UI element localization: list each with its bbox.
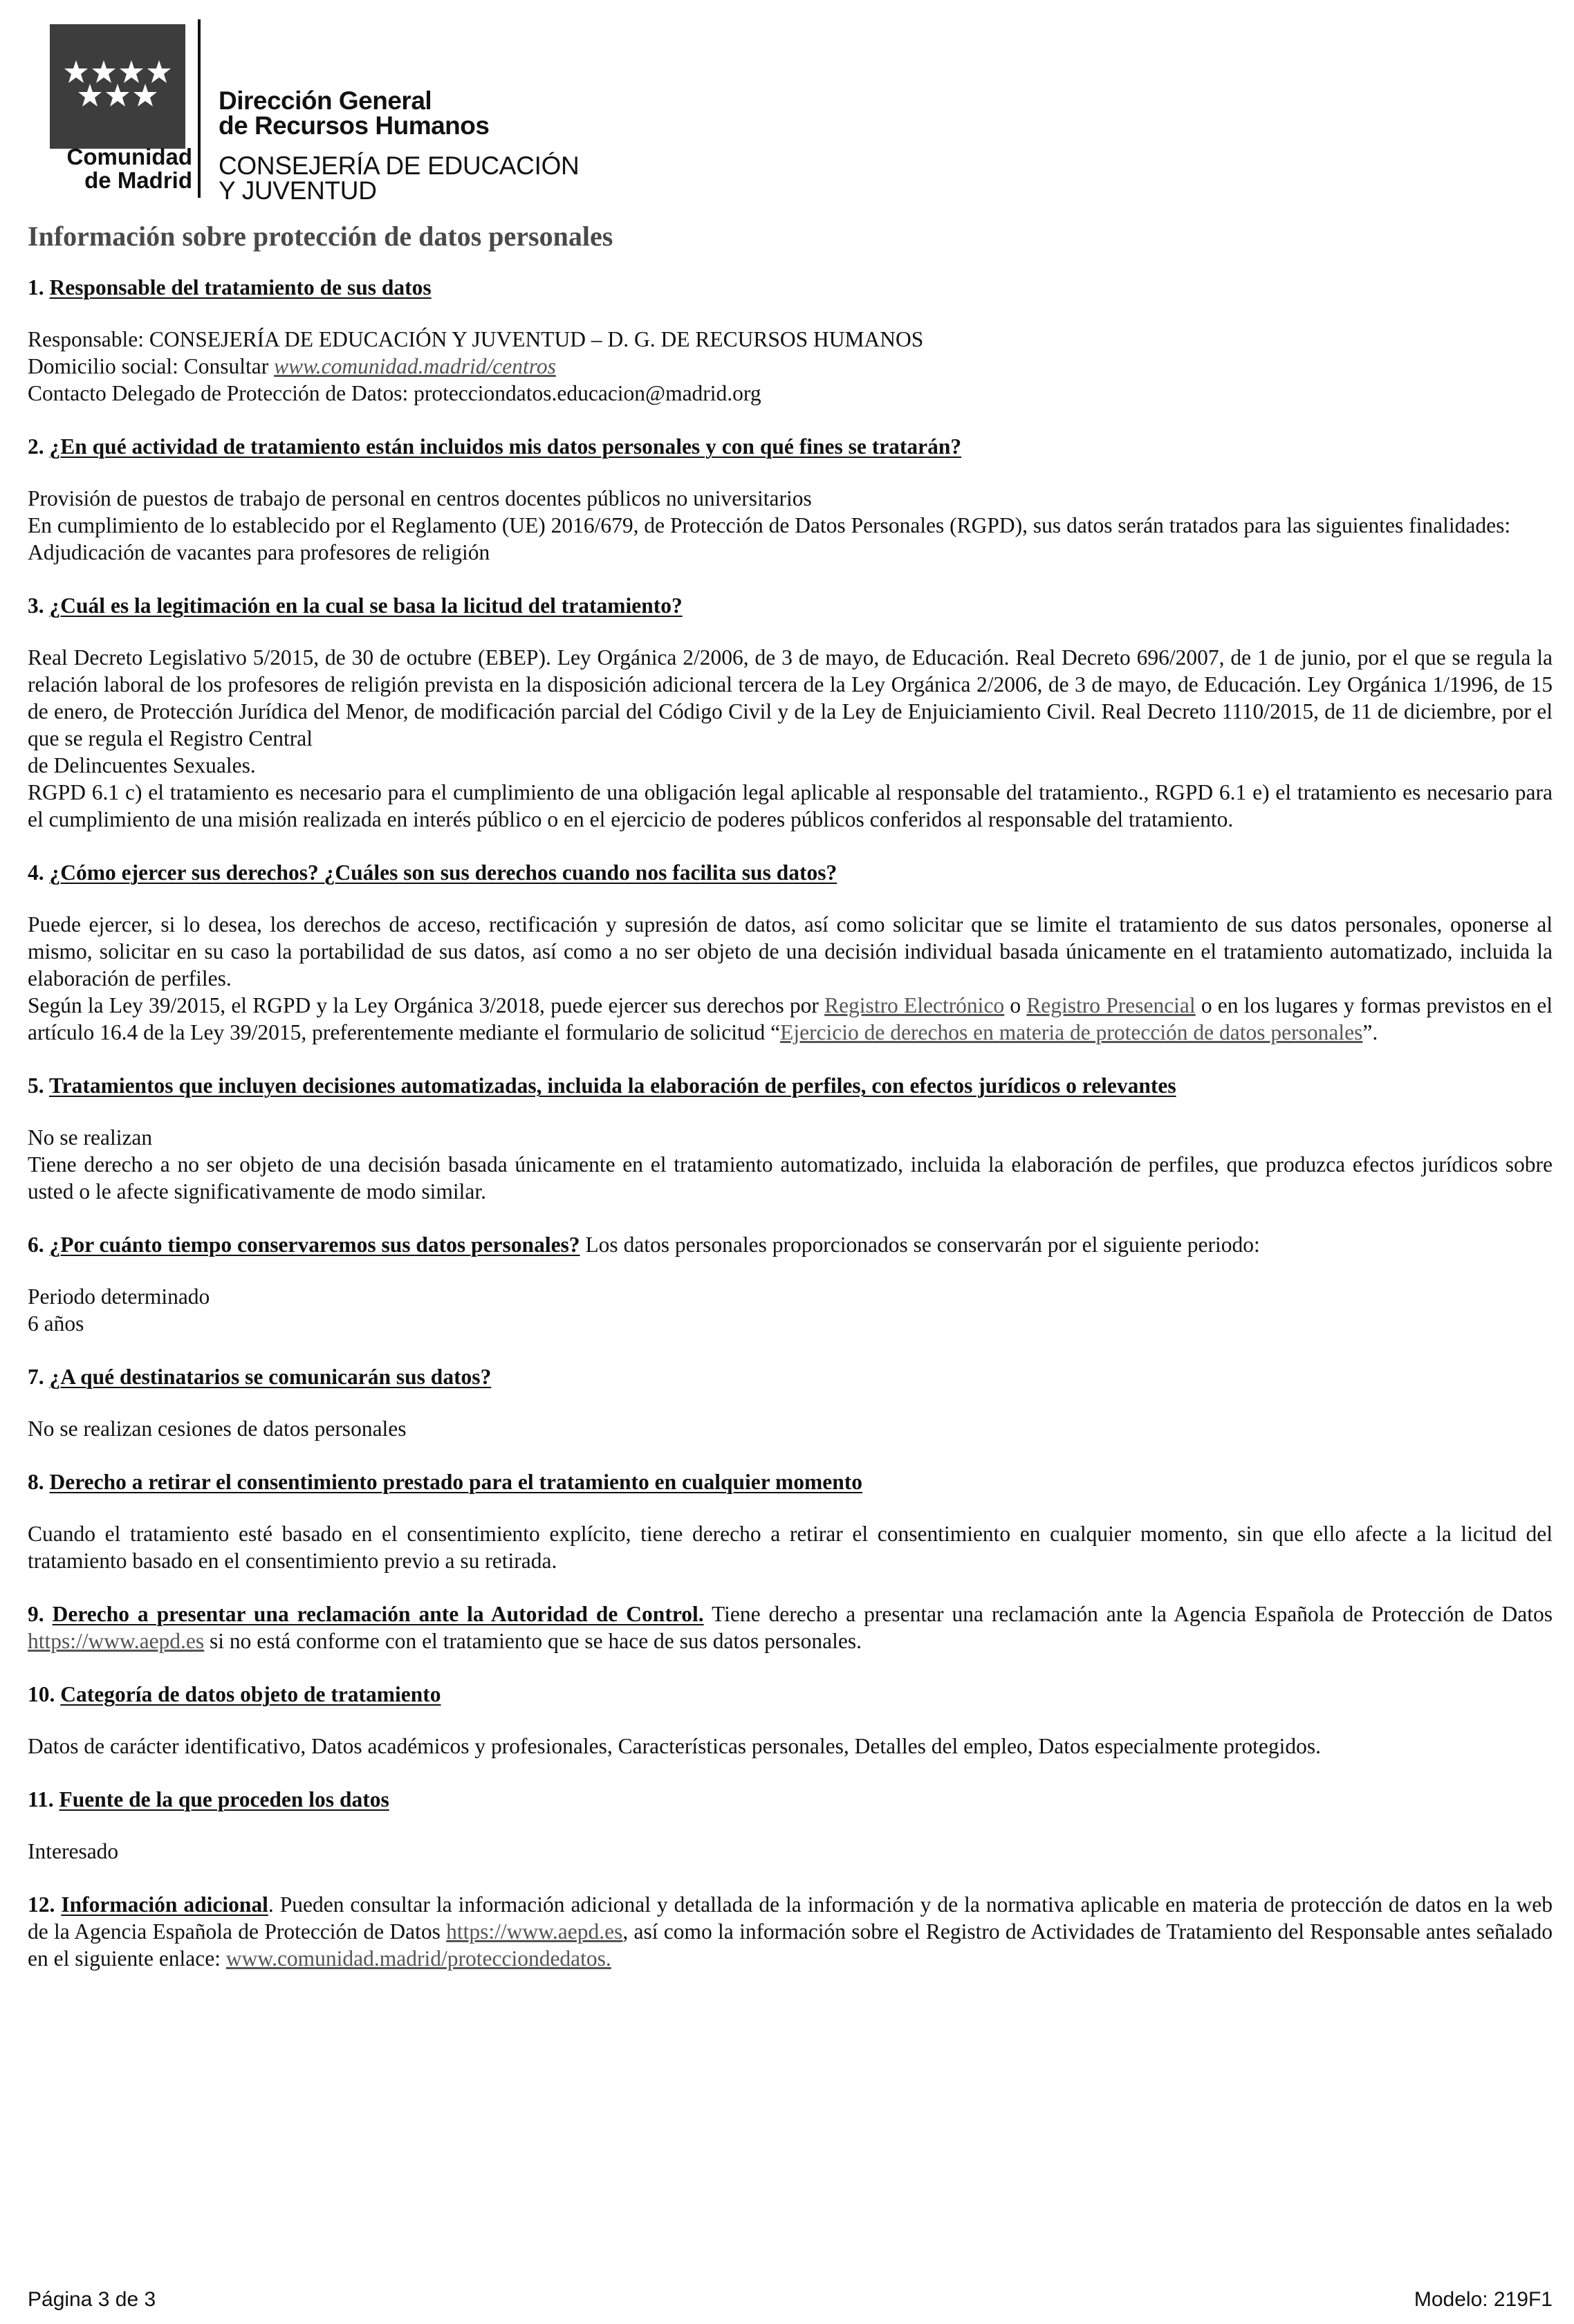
s11-line-1: Interesado (28, 1839, 119, 1863)
s4-text-b: o (1004, 993, 1027, 1017)
dept-line-1: Dirección General (219, 86, 432, 115)
section-title: ¿En qué actividad de tratamiento están incluidos mis datos personales y con qué fines se tratarán? (49, 434, 962, 459)
section-title: Fuente de la que proceden los datos (59, 1787, 389, 1811)
s7-line-1: No se realizan cesiones de datos personales (28, 1417, 407, 1441)
section-title: Derecho a presentar una reclamación ante la Autoridad de Control. (52, 1602, 704, 1626)
s2-line-2: En cumplimiento de lo establecido por el Reglamento (UE) 2016/679, de Protección de Datos Personales (RGPD), sus datos serán tratados para las siguientes finalidades: (28, 513, 1511, 537)
section-title: ¿Cuál es la legitimación en la cual se basa la licitud del tratamiento? (49, 593, 683, 618)
section-title: Derecho a retirar el consentimiento prestado para el tratamiento en cualquier momento (49, 1470, 862, 1494)
document-body (28, 220, 1553, 1972)
proteccion-datos-link[interactable]: www.comunidad.madrid/protecciondedatos. (225, 1946, 611, 1971)
section-3-heading (28, 592, 1553, 619)
section-number: 12. (28, 1892, 55, 1917)
page-header (0, 0, 1574, 208)
s4-text-d: ”. (1362, 1020, 1378, 1044)
header-divider (198, 19, 201, 198)
s6-line-2: 6 años (28, 1311, 84, 1336)
section-title: Tratamientos que incluyen decisiones automatizadas, incluida la elaboración de perfiles, con efectos jurídicos o relevantes (48, 1073, 1176, 1098)
section-title: Información adicional (61, 1892, 268, 1917)
section-number: 6. (28, 1233, 44, 1257)
section-8-heading (28, 1468, 1553, 1495)
section-number: 7. (28, 1365, 44, 1389)
logo-wordmark (40, 145, 192, 192)
section-4-heading (28, 859, 1553, 886)
section-10-heading (28, 1681, 1553, 1708)
department-block (219, 86, 580, 205)
section-number: 3. (28, 593, 44, 618)
section-2-heading (28, 433, 1553, 460)
dept-line-2: de Recursos Humanos (219, 111, 490, 140)
section-1-heading (28, 274, 1553, 301)
section-5-heading (28, 1072, 1553, 1099)
comunidad-madrid-logo (50, 24, 185, 149)
model-number: Modelo: 219F1 (1414, 2288, 1553, 2311)
s5-line-1: No se realizan (28, 1125, 153, 1150)
s4-text-c: o en los lugares y formas previstos en el artículo 16.4 de la Ley 39/2015, preferentemente mediante el formulario de solicitud “ (28, 993, 1553, 1044)
s3-para-1b: de Delincuentes Sexuales. (28, 753, 256, 777)
centros-link[interactable]: www.comunidad.madrid/centros (274, 354, 556, 378)
s3-para-2: RGPD 6.1 c) el tratamiento es necesario para el cumplimiento de una obligación legal aplicable al responsable del tratamiento., RGPD 6.1 e) el tratamiento es necesario para el cumplimiento de una misión realizada en interés público o en el ejercicio de poderes públicos conferidos al responsable del tratamiento. (28, 780, 1553, 831)
ejercicio-derechos-link[interactable]: Ejercicio de derechos en materia de protección de datos personales (780, 1020, 1363, 1044)
section-9 (28, 1601, 1553, 1654)
s9-text-b: si no está conforme con el tratamiento que se hace de sus datos personales. (204, 1629, 862, 1653)
section-title: ¿A qué destinatarios se comunicarán sus datos? (49, 1365, 492, 1389)
section-number: 4. (28, 860, 44, 885)
aepd-link[interactable]: https://www.aepd.es (28, 1629, 205, 1653)
page-number: Página 3 de 3 (28, 2288, 156, 2311)
s3-para-1: Real Decreto Legislativo 5/2015, de 30 de octubre (EBEP). Ley Orgánica 2/2006, de 3 de mayo, de Educación. Real Decreto 696/2007, de 1 de junio, por el que se regula la relación laboral de los profesores de religión prevista en la disposición adicional tercera de la Ley Orgánica 2/2006, de 3 de mayo, de Educación. Ley Orgánica 1/1996, de 15 de enero, de Protección Jurídica del Menor, de modificación parcial del Código Civil y de la Ley de Enjuiciamiento Civil. Real Decreto 1110/2015, de 11 de diciembre, por el que se regula el Registro Central (28, 645, 1553, 750)
s2-line-3: Adjudicación de vacantes para profesores de religión (28, 540, 490, 564)
s12-text-a: . Pueden consultar la información adicional y detallada de la información y de la normativa aplicable en materia de protección de datos en la web de la Agencia Española de Protección de Datos (28, 1892, 1553, 1944)
s8-para: Cuando el tratamiento esté basado en el consentimiento explícito, tiene derecho a retirar el consentimiento en cualquier momento, sin que ello afecte a la licitud del tratamiento basado en el consentimiento previo a su retirada. (28, 1522, 1553, 1573)
s1-domicilio (28, 353, 1553, 380)
s1-domicilio-label: Domicilio social: Consultar (28, 354, 275, 378)
registro-presencial-link[interactable]: Registro Presencial (1026, 993, 1196, 1017)
dept-line-3: CONSEJERÍA DE EDUCACIÓN (219, 151, 580, 180)
section-7-heading (28, 1363, 1553, 1390)
section-title: ¿Cómo ejercer sus derechos? ¿Cuáles son sus derechos cuando nos facilita sus datos? (49, 860, 837, 885)
s10-line-1: Datos de carácter identificativo, Datos académicos y profesionales, Características personales, Detalles del empleo, Datos especialmente protegidos. (28, 1734, 1322, 1758)
section-6-heading (28, 1231, 1553, 1258)
aepd-link-2[interactable]: https://www.aepd.es (446, 1919, 623, 1944)
section-title: Responsable del tratamiento de sus datos (49, 275, 432, 299)
logo-line-2: de Madrid (84, 167, 192, 193)
section-number: 11. (28, 1787, 54, 1811)
s1-responsable: Responsable: CONSEJERÍA DE EDUCACIÓN Y JUVENTUD – D. G. DE RECURSOS HUMANOS (28, 327, 924, 351)
s1-contacto: Contacto Delegado de Protección de Datos: protecciondatos.educacion@madrid.org (28, 381, 761, 405)
dept-line-4: Y JUVENTUD (219, 176, 377, 205)
section-number: 2. (28, 434, 44, 459)
section-number: 10. (28, 1682, 55, 1706)
section-title: ¿Por cuánto tiempo conservaremos sus datos personales? (49, 1233, 580, 1257)
s5-para: Tiene derecho a no ser objeto de una decisión basada únicamente en el tratamiento automatizado, incluida la elaboración de perfiles, que produzca efectos jurídicos sobre usted o le afecte significativamente de modo similar. (28, 1152, 1553, 1204)
s9-text-a: Tiene derecho a presentar una reclamación ante la Agencia Española de Protección de Datos (703, 1602, 1553, 1626)
registro-electronico-link[interactable]: Registro Electrónico (824, 993, 1005, 1017)
section-number: 5. (28, 1073, 44, 1098)
s6-line-1: Periodo determinado (28, 1284, 210, 1309)
section-number: 1. (28, 275, 44, 299)
s2-line-1: Provisión de puestos de trabajo de personal en centros docentes públicos no universitarios (28, 486, 812, 510)
section-11-heading (28, 1786, 1553, 1813)
s4-text-a: Según la Ley 39/2015, el RGPD y la Ley Orgánica 3/2018, puede ejercer sus derechos por (28, 993, 825, 1017)
section-rest: Los datos personales proporcionados se conservarán por el siguiente periodo: (580, 1233, 1260, 1257)
logo-line-1: Comunidad (66, 144, 192, 169)
s4-para-1: Puede ejercer, si lo desea, los derechos de acceso, rectificación y supresión de datos, así como solicitar que se limite el tratamiento de sus datos personales, oponerse al mismo, solicitar en su caso la portabilidad de sus datos, así como a no ser objeto de una decisión individual basada únicamente en el tratamiento automatizado, incluida la elaboración de perfiles. (28, 912, 1553, 990)
stars-icon (50, 24, 185, 149)
s12-text-b: , así como la información sobre el Registro de Actividades de Tratamiento del Responsable antes señalado en el siguiente enlace: (28, 1919, 1553, 1971)
page-title: Información sobre protección de datos personales (28, 221, 613, 252)
section-number: 9. (28, 1602, 44, 1626)
section-title: Categoría de datos objeto de tratamiento (60, 1682, 441, 1706)
s4-para-2 (28, 992, 1553, 1046)
section-12 (28, 1891, 1553, 1972)
section-number: 8. (28, 1470, 44, 1494)
